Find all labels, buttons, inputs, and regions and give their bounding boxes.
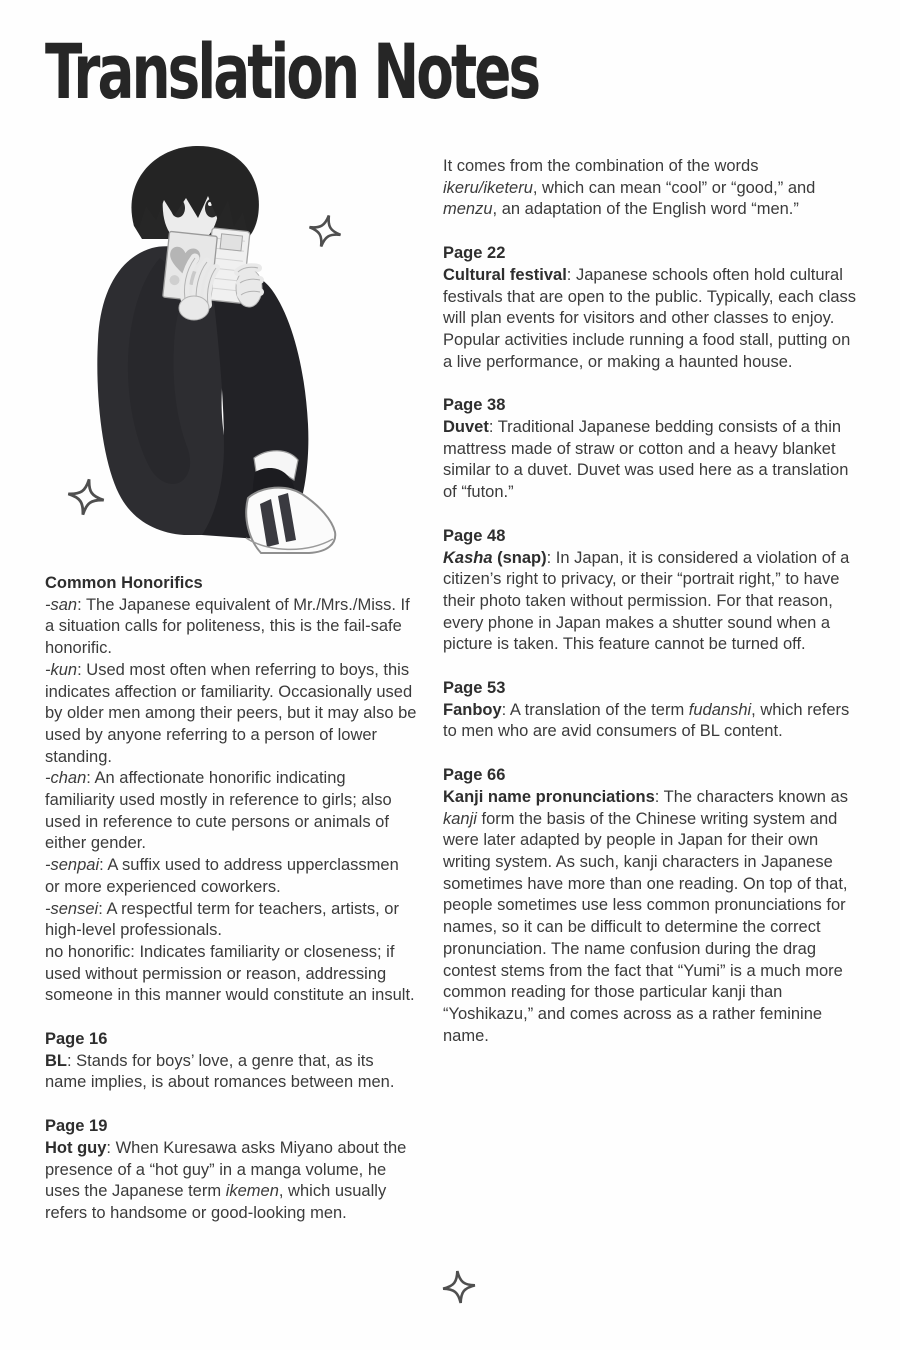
right-hand: [236, 267, 262, 307]
note-section: [45, 573, 417, 1007]
text-run: : Japanese schools often hold cultural festivals that are open to the public. Typically, each class will plan events for visitors and other classes to enjoy. Popular activities include running a food stall, putting on a live performance, or making a haunted house.: [443, 265, 857, 371]
note-section: [443, 526, 857, 656]
sparkle-icon: [437, 1265, 481, 1309]
sparkle-icon: [303, 209, 347, 253]
text-run: It comes from the combination of the words: [443, 157, 759, 175]
section-heading: Page 22: [443, 244, 506, 263]
text-run: : In Japan, it is considered a violation of a citizen’s right to privacy, or their “portrait right,” to have their photo taken without permission. For that reason, every phone in Japan makes a shutter sound when a picture is taken. This feature cannot be turned off.: [443, 548, 850, 654]
section-heading: Page 16: [45, 1030, 108, 1049]
section-heading: Page 19: [45, 1117, 108, 1136]
text-run: -chan: [45, 769, 87, 788]
text-run: : Stands for boys’ love, a genre that, as its name implies, is about romances between men.: [45, 1051, 395, 1092]
section-heading: Page 38: [443, 396, 506, 415]
text-run: : A respectful term for teachers, artists, or high-level professionals.: [45, 899, 399, 940]
text-run: ikeru/iketeru: [443, 178, 533, 197]
section-paragraph: [45, 660, 417, 769]
text-run: Cultural festival: [443, 265, 567, 284]
text-run: fudanshi: [688, 700, 752, 719]
section-paragraph: [443, 787, 857, 1047]
text-run: : A translation of the term: [501, 700, 689, 719]
text-run: : A suffix used to address upperclassmen or more experienced coworkers.: [45, 856, 399, 896]
text-run: : The Japanese equivalent of Mr./Mrs./Miss. If a situation calls for politeness, this is the fail-safe honorific.: [45, 595, 410, 658]
text-run: ikemen: [225, 1182, 279, 1201]
text-run: : An affectionate honorific indicating familiarity used mostly in reference to girls; also used in reference to cute persons or animals of either gender.: [45, 769, 392, 853]
note-section: [443, 156, 857, 221]
section-paragraph: [443, 700, 857, 743]
text-run: Duvet: [443, 418, 489, 437]
manga-spine-label: [220, 234, 242, 251]
text-run: : When Kuresawa asks Miyano about the presence of a “hot guy” in a manga volume, he uses the Japanese term: [45, 1138, 407, 1201]
section-heading: Page 66: [443, 766, 506, 785]
text-run: -kun: [45, 660, 78, 679]
text-run: Fanboy: [443, 700, 502, 719]
text-run: form the basis of the Chinese writing system and were later adapted by people in Japan for their own writing system. As such, kanji characters in Japanese sometimes have more than one reading. On top of that, people sometimes use less common pronunciations for names, so it can be difficult to determine the correct pronunciation. The name confusion during the drag contest stems from the fact that “Yumi” is a much more common reading for those particular kanji than “Yoshikazu,” and comes across as a rather feminine name.: [443, 809, 848, 1045]
note-section: [443, 678, 857, 743]
text-run: Kanji name pronunciations: [443, 787, 655, 806]
text-run: no honorific: Indicates familiarity or closeness; if used without permission or reason, addressing someone in this manner would constitute an insult.: [45, 942, 415, 1005]
section-paragraph: [45, 942, 417, 1007]
section-paragraph: [443, 548, 857, 657]
text-run: , which usually refers to handsome or good-looking men.: [45, 1182, 387, 1222]
section-paragraph: [45, 595, 417, 660]
text-run: Hot guy: [45, 1138, 107, 1157]
text-run: kanji: [443, 809, 477, 828]
note-section: [443, 395, 857, 504]
text-run: menzu: [443, 200, 493, 219]
section-heading: Common Honorifics: [45, 574, 203, 592]
note-section: [45, 1029, 417, 1094]
note-section: [443, 765, 857, 1047]
text-run: -sensei: [45, 899, 99, 918]
text-run: , which can mean “cool” or “good,” and: [532, 178, 816, 197]
text-run: : The characters known as: [654, 787, 848, 806]
right-column: [443, 156, 857, 1047]
text-run: : Traditional Japanese bedding consists of a thin mattress made of straw or cotton and a heavy blanket similar to a duvet. Duvet was used here as a translation of “futon.”: [443, 418, 849, 502]
text-run: BL: [45, 1051, 67, 1070]
text-run: -san: [45, 595, 78, 614]
text-run: , which refers to men who are avid consumers of BL content.: [443, 700, 850, 741]
section-paragraph: [45, 1051, 417, 1094]
text-run: , an adaptation of the English word “men.”: [492, 200, 799, 219]
left-column: [45, 573, 417, 1225]
section-paragraph: [443, 265, 857, 374]
note-section: [45, 1116, 417, 1225]
section-paragraph: [45, 899, 417, 942]
section-paragraph: [443, 417, 857, 504]
section-paragraph: [443, 156, 857, 221]
page-title: Translation Notes: [45, 27, 539, 116]
section-paragraph: [45, 855, 417, 898]
text-run: (snap): [492, 548, 547, 567]
section-paragraph: [45, 1138, 417, 1225]
character-illustration: [62, 140, 422, 570]
section-heading: Page 48: [443, 526, 506, 545]
section-paragraph: [45, 768, 417, 855]
text-run: -senpai: [45, 856, 100, 875]
text-run: : Used most often when referring to boys, this indicates affection or familiarity. Occasionally used by older men among their peers, but it may also be used by anyone referring to a person of lower standing.: [45, 660, 417, 766]
text-run: Kasha: [443, 548, 493, 567]
section-heading: Page 53: [443, 679, 506, 698]
note-section: [443, 243, 857, 373]
sparkle-icon: [61, 472, 111, 522]
